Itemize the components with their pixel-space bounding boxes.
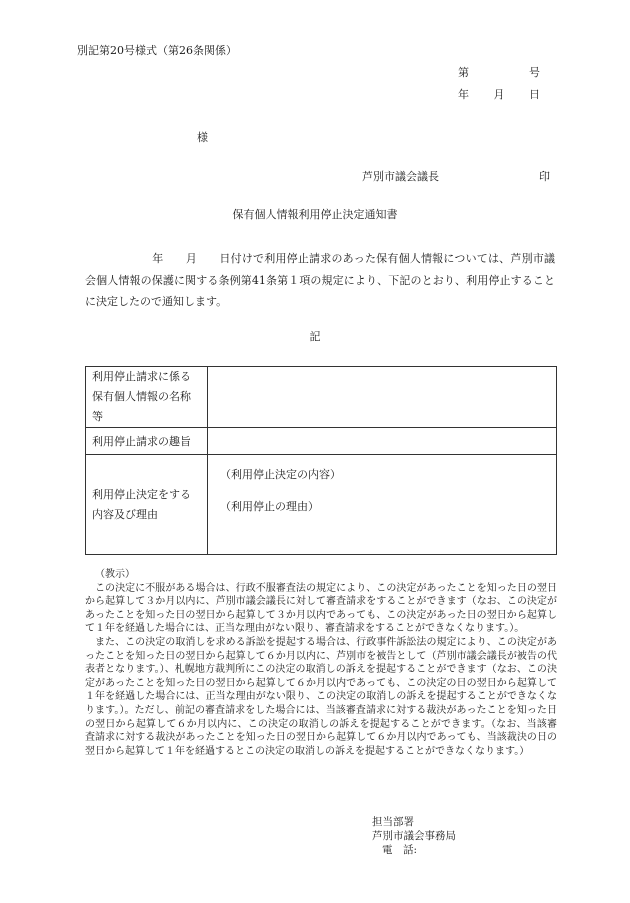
label-cell-decision bbox=[86, 455, 208, 555]
contact-block bbox=[372, 815, 456, 857]
contact-dept-name: 芦別市議会事務局 bbox=[372, 830, 456, 842]
date-month: 月 bbox=[493, 88, 505, 101]
decision-label: 利用停止決定をする内容及び理由 bbox=[92, 487, 191, 521]
label-cell-request-purpose bbox=[86, 428, 208, 455]
value-cell-decision bbox=[208, 455, 557, 555]
date-year: 年 bbox=[458, 88, 469, 101]
body-paragraph: 年 月 日付けで利用停止請求のあった保有個人情報については、芦別市議会個人情報の保護に関する条例第41条第１項の規定により、下記のとおり、利用停止することに決定したので通知します。 bbox=[85, 252, 555, 308]
decision-reason-label: （利用停止の理由） bbox=[220, 499, 319, 513]
issuer-name: 芦別市議会議長 bbox=[362, 170, 439, 183]
notice-paragraph-appeal: この決定に不服がある場合は、行政不服審査法の規定により、この決定があったことを知った日の翌日から起算して３か月以内に、芦別市議会議長に対して審査請求をすることができます（なお、この決定があったことを知った日の翌日から起算して３か月以内であっても、この決定があった日の翌日から起算して１年を経過した場合には、正当な理由がない限り、審査請求をすることができなくなります。）。 bbox=[85, 582, 557, 635]
notice-paragraph-lawsuit: また、この決定の取消しを求める訴訟を提起する場合は、行政事件訴訟法の規定により、この決定があったことを知った日の翌日から起算して６か月以内に、芦別市を被告として（芦別市議会議長が被告の代表者となります。）、札幌地方裁判所にこの決定の取消しの訴えを提起することができます（なお、この決定があったことを知った日の翌日から起算して６か月以内であっても、この決定の日の翌日から起算して１年を経過した場合には、正当な理由がない限り、この決定の取消しの訴えを提起することができなくなります。）。ただし、前記の審査請求をした場合には、当該審査請求に対する裁決があったことを知った日の翌日から起算して６か月以内に、この決定の取消しの訴えを提起することができます。（なお、当該審査請求に対する裁決があったことを知った日の翌日から起算して６か月以内であっても、当該裁決の日の翌日から起算して１年を経過するとこの決定の取消しの訴えを提起することができなくなります。） bbox=[85, 636, 557, 757]
table-row bbox=[86, 367, 557, 428]
document-title: 保有個人情報利用停止決定通知書 bbox=[232, 208, 398, 221]
document-number bbox=[458, 66, 540, 80]
decision-content-label: （利用停止決定の内容） bbox=[220, 467, 341, 481]
ki-heading: 記 bbox=[309, 330, 321, 343]
contact-dept-label: 担当部署 bbox=[372, 816, 414, 828]
value-cell-info-name bbox=[208, 367, 557, 428]
contact-phone-label: 電 話: bbox=[382, 844, 418, 856]
label-cell-info-name bbox=[86, 367, 208, 428]
document-number-prefix: 第 bbox=[458, 66, 469, 79]
details-table bbox=[85, 366, 557, 555]
form-number-label: 別記第20号様式（第26条関係） bbox=[77, 44, 237, 57]
table-row bbox=[86, 455, 557, 555]
info-name-label: 利用停止請求に係る保有個人情報の名称等 bbox=[92, 370, 191, 423]
notice-heading: （教示） bbox=[95, 569, 135, 580]
document-number-suffix: 号 bbox=[529, 66, 540, 79]
request-purpose-label: 利用停止請求の趣旨 bbox=[92, 435, 191, 448]
notice-section bbox=[85, 568, 557, 758]
recipient-honorific: 様 bbox=[197, 131, 208, 144]
table-row bbox=[86, 428, 557, 455]
date-day: 日 bbox=[529, 88, 540, 101]
value-cell-request-purpose bbox=[208, 428, 557, 455]
issue-date bbox=[458, 88, 540, 102]
seal-mark: 印 bbox=[539, 170, 550, 183]
